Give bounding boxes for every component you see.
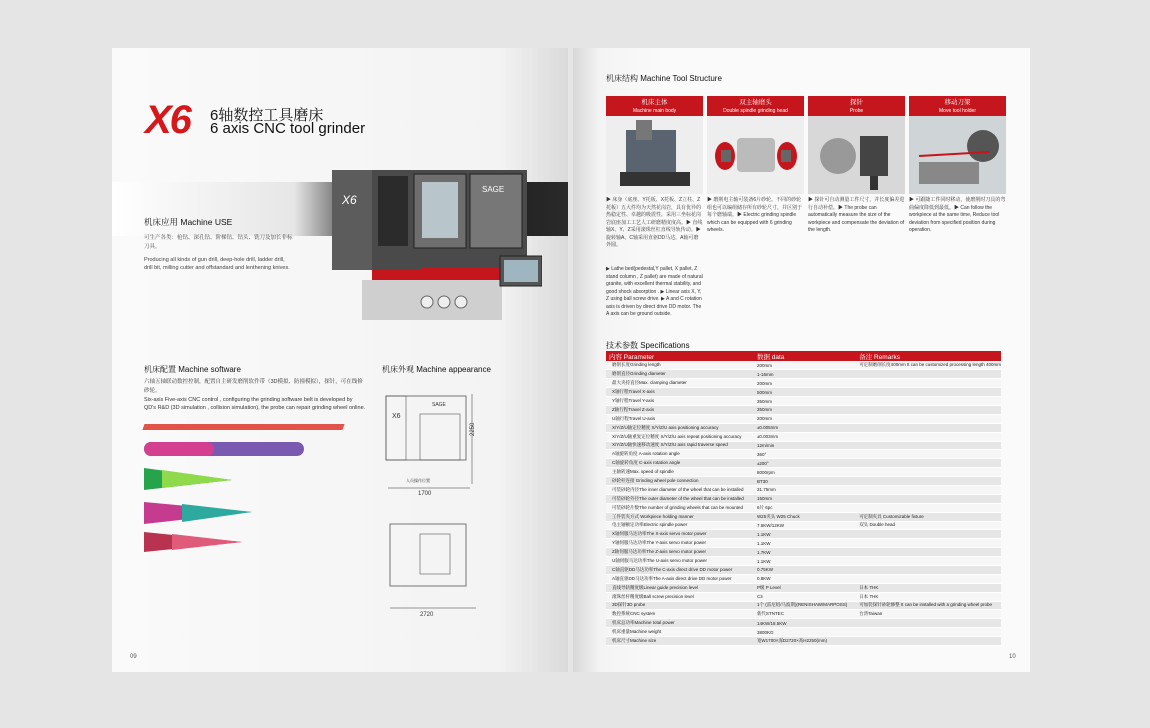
table-cell: 数控系统CNC system — [606, 610, 754, 619]
table-cell — [856, 414, 1001, 423]
table-cell: 200mm — [754, 361, 856, 370]
table-cell: 磨削长度Grinding length — [606, 361, 754, 370]
structure-en: Machine main body — [632, 108, 677, 114]
table-cell: 新代STNTEC — [754, 610, 856, 619]
table-row — [606, 441, 1001, 450]
brand-logo: X6 — [145, 98, 190, 142]
table-cell — [856, 432, 1001, 441]
machine-use-title: 机床应用 Machine USE — [144, 217, 233, 227]
structure-header-spindle — [707, 96, 804, 116]
table-row — [606, 539, 1001, 548]
table-cell: A轴直驱DD马达功率The A-axis direct drive DD motor power — [606, 574, 754, 583]
table-cell: 台湾Taiwan — [856, 610, 1001, 619]
table-cell: 31.75mm — [754, 485, 856, 494]
table-cell: 磨削直径Grinding diameter — [606, 370, 754, 379]
table-cell — [856, 397, 1001, 406]
structure-cn: 移动刀架 — [944, 99, 971, 106]
table-cell: Z轴行程Travel Z-axis — [606, 405, 754, 414]
table-cell: 6片 6pc — [754, 503, 856, 512]
table-row — [606, 405, 1001, 414]
table-cell — [856, 548, 1001, 557]
structure-cn: 双主轴磨头 — [739, 99, 772, 106]
structure-header-main-body — [606, 96, 703, 116]
table-cell: 主轴转速Max. speed of spindle — [606, 468, 754, 477]
table-cell: 0.8KW — [754, 574, 856, 583]
machine-label-x6: X6 — [342, 193, 357, 207]
structure-cn: 探针 — [850, 99, 863, 106]
right-page — [573, 48, 1030, 672]
main-body-image — [606, 116, 703, 194]
page-number-right: 10 — [1009, 654, 1016, 660]
table-cell — [856, 530, 1001, 539]
table-row — [606, 485, 1001, 494]
table-cell — [856, 459, 1001, 468]
table-cell: 150mm — [754, 494, 856, 503]
table-cell: 200mm — [754, 414, 856, 423]
table-cell: 14KW/18.5KW — [754, 619, 856, 628]
appearance-drawings — [380, 384, 490, 624]
table-cell: Y轴伺服马达功率The Y-axis servo motor power — [606, 539, 754, 548]
table-cell: 机床重量Machine weight — [606, 628, 754, 637]
table-row — [606, 530, 1001, 539]
table-cell: P级 P Level — [754, 583, 856, 592]
table-cell — [856, 370, 1001, 379]
table-cell: X轴行程Travel X-axis — [606, 388, 754, 397]
table-cell: 可定制磨削长度400mm It can be customized processing length 400mm — [856, 361, 1001, 370]
table-row — [606, 583, 1001, 592]
table-row — [606, 370, 1001, 379]
table-cell: X/Y/Z/U轴定位精度 X/Y/Z/U axis positioning accuracy — [606, 423, 754, 432]
table-cell: 7.5KW/12KW — [754, 521, 856, 530]
table-row — [606, 601, 1001, 610]
table-cell: 可装砂轮外径The outer diameter of the wheel that can be installed — [606, 494, 754, 503]
drawing-label-brand: SAGE — [432, 402, 446, 408]
table-row — [606, 494, 1001, 503]
operator-note: 人员操作位置 — [406, 478, 430, 483]
structure-en: Move tool holder — [939, 108, 976, 114]
drill-bit-illustrations — [142, 420, 352, 560]
table-cell: 0.75KW — [754, 565, 856, 574]
structure-en: Probe — [849, 108, 864, 114]
table-cell — [856, 441, 1001, 450]
table-cell — [856, 539, 1001, 548]
left-page — [112, 48, 568, 672]
table-row — [606, 459, 1001, 468]
table-row — [606, 521, 1001, 530]
table-cell — [856, 565, 1001, 574]
dim-height: 2250 — [470, 422, 476, 436]
structure-en: Double spindle grinding head — [723, 108, 788, 114]
table-cell — [856, 574, 1001, 583]
table-cell: ±0.005mm — [754, 423, 856, 432]
table-row — [606, 619, 1001, 628]
table-cell — [856, 494, 1001, 503]
table-row — [606, 423, 1001, 432]
probe-desc: ▶ 探针可自动测量工件尺寸，并长度偏差进行自动补偿。▶ The probe can automatically measure the size of the workpiece and compensate the deviation of the length. — [808, 197, 905, 233]
table-row — [606, 414, 1001, 423]
table-row — [606, 548, 1001, 557]
machine-use-en: Producing all kinds of gun drill, deep-hole drill, ladder drill, drill bit, milling cutter and offstandard and lenthening knives. — [144, 257, 290, 271]
structure-title: 机床结构 Machine Tool Structure — [606, 74, 722, 83]
table-cell: U轴行程Travel U-axis — [606, 414, 754, 423]
structure-header-probe — [808, 96, 905, 116]
appearance-title: 机床外观 Machine appearance — [382, 365, 491, 374]
table-cell: 机床总功率Machine total power — [606, 619, 754, 628]
table-row — [606, 565, 1001, 574]
table-cell: Z轴伺服马达功率The Z-axis servo motor power — [606, 548, 754, 557]
table-cell: ±200° — [754, 459, 856, 468]
spec-title: 技术参数 Specifications — [606, 341, 690, 350]
table-cell — [856, 637, 1001, 646]
table-cell: 工件装夹方式 Workpiece holding manner — [606, 512, 754, 521]
table-cell: 可装砂轮内径The inner diameter of the wheel that can be installed — [606, 485, 754, 494]
dim-width: 1700 — [418, 491, 432, 497]
table-cell: W25夹头 W25 Chuck — [754, 512, 856, 521]
table-cell — [856, 379, 1001, 388]
table-row — [606, 388, 1001, 397]
table-cell: 1.1KW — [754, 557, 856, 566]
table-cell: 1.7KW — [754, 548, 856, 557]
table-cell — [856, 503, 1001, 512]
spec-body — [606, 361, 1001, 646]
software-title: 机床配置 Machine software — [144, 365, 241, 374]
title-cn: 6轴数控工具磨床 — [210, 107, 324, 124]
table-row — [606, 628, 1001, 637]
table-cell: 可定制夹具 Customizable fixture — [856, 512, 1001, 521]
table-cell: 砂轮杆连接 Grinding wheel pole connection — [606, 477, 754, 486]
table-cell: 双头 Double head — [856, 521, 1001, 530]
drawing-label-x6: X6 — [392, 413, 401, 420]
table-cell — [856, 450, 1001, 459]
machine-use-cn: 可生产各类：枪钻、深孔钻、阶梯钻、钻头、铣刀及加长非标刀具。 — [144, 235, 293, 250]
spindle-image — [707, 116, 804, 194]
table-cell: 直线导轨精度级Linear guide precision level — [606, 583, 754, 592]
table-cell: 1.1KW — [754, 530, 856, 539]
tool-holder-image — [909, 116, 1006, 194]
spec-header-row — [606, 351, 1001, 361]
table-row — [606, 592, 1001, 601]
main-body-desc-en: ▶ Lathe bed(pedestal,Y pallet, X pallet, Z stand column , Z pallet) are made of natural granite, with excellent thermal stability, and good shock absorption . ▶ Linear axis X, Y, Z using ball screw drive. ▶ A and C rotation axis is driven by direct drive DD motor. The A axis can be ground outside. — [606, 266, 703, 317]
table-row — [606, 468, 1001, 477]
table-cell: X/Y/Z/U轴重复定位精度 X/Y/Z/U axis repeat positioning accuracy — [606, 432, 754, 441]
table-cell — [856, 388, 1001, 397]
table-cell: 最大夹持直径Max. clamping diameter — [606, 379, 754, 388]
table-cell: 可装砂轮片数The number of grinding wheels that can be mounted — [606, 503, 754, 512]
table-cell: 1.1KW — [754, 539, 856, 548]
table-cell: 360° — [754, 450, 856, 459]
spec-table — [606, 351, 1001, 646]
spec-header-remarks: 备注 Remarks — [856, 351, 1001, 361]
title-en: 6 axis CNC tool grinder — [210, 120, 366, 137]
table-cell: 200mm — [754, 379, 856, 388]
table-row — [606, 637, 1001, 646]
table-cell: 350mm — [754, 405, 856, 414]
table-row — [606, 610, 1001, 619]
table-cell: C3 — [754, 592, 856, 601]
table-row — [606, 557, 1001, 566]
table-row — [606, 574, 1001, 583]
table-cell: C轴旋转角度 C-axis rotation angle — [606, 459, 754, 468]
table-row — [606, 379, 1001, 388]
table-cell: 日本 THK — [856, 592, 1001, 601]
table-row — [606, 397, 1001, 406]
software-en: Six-axis Five-axis CNC control , configuring the grinding software belt is developed by QD's R&D (3D simulation , collision simulation), the probe can repair grinding wheel online. — [144, 397, 366, 411]
table-cell: 日本 THK — [856, 583, 1001, 592]
structure-cn: 机床主体 — [641, 99, 668, 106]
table-cell — [856, 405, 1001, 414]
table-row — [606, 432, 1001, 441]
machine-label-brand: SAGE — [482, 185, 505, 194]
table-cell: 3800KG — [754, 628, 856, 637]
structure-header-tool-holder — [909, 96, 1006, 116]
table-cell: U轴伺服马达功率The U-axis servo motor power — [606, 557, 754, 566]
table-row — [606, 450, 1001, 459]
main-body-desc-cn: ▶ 床身（底座、Y托板、X托板、Z立柱、Z托板）五大件均为天然花岗岩，具有优异的热稳定性、卓越的吸震性。采用三坐标花岗岩底座加工工艺人工研磨精度度高。▶ 直线轴X、Y、Z采用滚珠丝杠直线导轨传动。▶ 旋转轴A、C轴采用直驱DD马达，A轴可磨外圆。 — [606, 197, 703, 248]
spec-header-data: 数据 data — [754, 351, 856, 361]
table-row — [606, 361, 1001, 370]
table-cell: BT30 — [754, 477, 856, 486]
dim-depth: 2720 — [420, 612, 434, 618]
table-row — [606, 477, 1001, 486]
spindle-desc: ▶ 磨削电主轴可装备6片砂轮。不同的砂轮组也可以编组储存所有砂轮尺寸，并区别于每个磨轴端。▶ Electric grinding spindle which can be equipped with 6 grinding wheels. — [707, 197, 803, 233]
table-cell — [856, 628, 1001, 637]
table-cell: 1-16mm — [754, 370, 856, 379]
table-cell: C轴直驱DD马达功率The C-axis direct drive DD motor power — [606, 565, 754, 574]
table-cell: 500mm — [754, 388, 856, 397]
table-row — [606, 512, 1001, 521]
table-cell: 12m/min — [754, 441, 856, 450]
table-row — [606, 503, 1001, 512]
table-cell: X/Y/Z/U轴快速移动速度 X/Y/Z/U axis rapid traverse speed — [606, 441, 754, 450]
page-number-left: 09 — [130, 654, 137, 660]
table-cell — [856, 423, 1001, 432]
table-cell: 3D探针3D probe — [606, 601, 754, 610]
table-cell: 350mm — [754, 397, 856, 406]
table-cell: 1个 (雷尼绍/马波斯)(RENISHAW/MARPOSS) — [754, 601, 856, 610]
table-cell: A轴旋转角度 A-axis rotation angle — [606, 450, 754, 459]
machine-illustration — [322, 156, 542, 326]
software-cn: 六轴五轴联动数控控制，配置自主研发磨削软件带（3D模拟、防撞模拟），探针，可在线修砂轮。 — [144, 379, 363, 394]
table-cell — [856, 619, 1001, 628]
spec-header-parameter: 内容 Parameter — [606, 351, 754, 361]
table-cell: 8000rpm — [754, 468, 856, 477]
table-cell — [856, 477, 1001, 486]
table-cell: 电主轴额定功率Electric spindle power — [606, 521, 754, 530]
table-cell — [856, 485, 1001, 494]
table-cell: Y轴行程Travel Y-axis — [606, 397, 754, 406]
table-cell: 宽W1700×深D2720×高H2250(mm) — [754, 637, 856, 646]
table-cell: 可加装探针砂轮修整 It can be installed with a grinding wheel probe — [856, 601, 1001, 610]
tool-holder-desc: ▶ 可跟随工件同时移动，使磨削时刀具的弯曲偏度降低到最低。▶ Can follow the workpiece at the same time, Reduce tool deviation from specified position during operation. — [909, 197, 1006, 233]
table-cell: X轴伺服马达功率The X-axis servo motor power — [606, 530, 754, 539]
table-cell: 滚珠丝杆精度级Ball screw precision level — [606, 592, 754, 601]
table-cell — [856, 468, 1001, 477]
probe-image — [808, 116, 905, 194]
table-cell: 机床尺寸Machine size — [606, 637, 754, 646]
table-cell: ±0.003mm — [754, 432, 856, 441]
table-cell — [856, 557, 1001, 566]
